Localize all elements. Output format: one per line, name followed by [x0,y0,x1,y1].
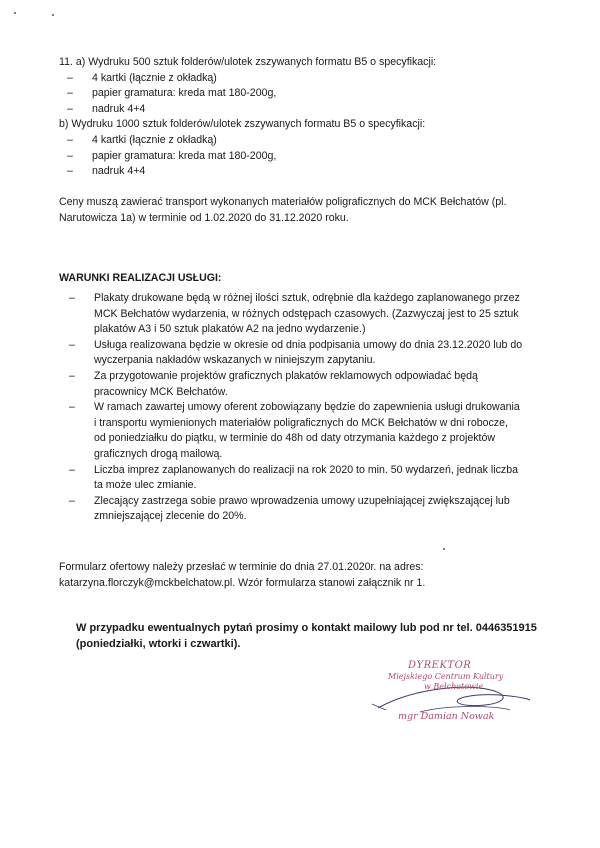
form-note-line: Formularz ofertowy należy przesłać w terminie do dnia 27.01.2020r. na adres: [59,561,424,573]
scan-speck [14,12,16,14]
order-b-specs [59,133,559,180]
conditions-list [66,291,544,525]
scan-speck [52,14,54,16]
stamp-name: mgr Damian Nowak [398,711,495,722]
form-note [59,560,559,591]
stamp-title: DYREKTOR [408,660,472,671]
spec-item: – 4 kartki (łącznie z okładką) [67,133,217,146]
transport-note-line: Narutowicza 1a) w terminie od 1.02.2020 do 31.12.2020 roku. [59,211,349,224]
director-stamp [360,660,560,735]
order-b-line: b) Wydruku 1000 sztuk folderów/ulotek zszywanych formatu B5 o specyfikacji: [59,118,426,131]
spec-item: – nadruk 4+4 [67,165,146,178]
condition-item: – Za przygotowanie projektów graficznych plakatów reklamowych odpowiadać będą pracownicy MCK Bełchatów. [69,369,478,398]
stamp-line: Miejskiego Centrum Kultury [388,672,504,681]
condition-item: – Usługa realizowana będzie w okresie od dnia podpisania umowy do dnia 23.12.2020 lub do wyczerpania nakładów wskazanych w niniejszym zapytaniu. [69,338,523,367]
conditions-title: WARUNKI REALIZACJI USŁUGI: [59,272,222,284]
condition-item: – Zlecający zastrzega sobie prawo wprowadzenia umowy uzupełniającej zwiększającej lub zmniejszającej zlecenie do 20%. [69,494,510,523]
condition-item: – Liczba imprez zaplanowanych do realizacji na rok 2020 to min. 50 wydarzeń, jednak liczba ta może ulec zmianie. [69,463,518,492]
spec-item: – papier gramatura: kreda mat 180-200g, [67,149,277,162]
condition-item: – W ramach zawartej umowy oferent zobowiązany będzie do zapewnienia usługi drukowania i transportu wymienionych materiałów poligraficznych do MCK Bełchatów w dni robocze, od poniedziałku do piątku, w terminie do 48h od daty otrzymania każdego z projektów graficznych drogą mailową. [69,401,520,460]
transport-note-line: Ceny muszą zawierać transport wykonanych materiałów poligraficznych do MCK Bełchatów (pl. [59,196,507,208]
contact-note [76,620,566,652]
spec-item: – papier gramatura: kreda mat 180-200g, [67,87,277,100]
contact-line: W przypadku ewentualnych pytań prosimy o kontakt mailowy lub pod nr tel. 0446351915 [76,622,537,634]
form-note-line: katarzyna.florczyk@mckbelchatow.pl. Wzór formularza stanowi załącznik nr 1. [59,576,426,589]
scan-speck [443,548,445,550]
contact-line: (poniedziałki, wtorki i czwartki). [76,638,241,650]
order-section [59,55,559,180]
condition-item: – Plakaty drukowane będą w różnej ilości sztuk, odrębnie dla każdego zaplanowanego przez MCK Bełchatów wydarzenia, w różnych odstępach czasowych. (Zazwyczaj jest to 25 sztuk plakatów A3 i 50 sztuk plakatów A2 na jedno wydarzenie.) [69,292,520,336]
stamp-line: w Bełchatowie [424,682,484,691]
spec-item: – 4 kartki (łącznie z okładką) [67,71,217,84]
spec-item: – nadruk 4+4 [67,102,146,115]
order-a-specs [59,71,559,118]
transport-note [59,195,559,226]
order-a-line: 11. a) Wydruku 500 sztuk folderów/ulotek zszywanych formatu B5 o specyfikacji: [59,56,437,68]
